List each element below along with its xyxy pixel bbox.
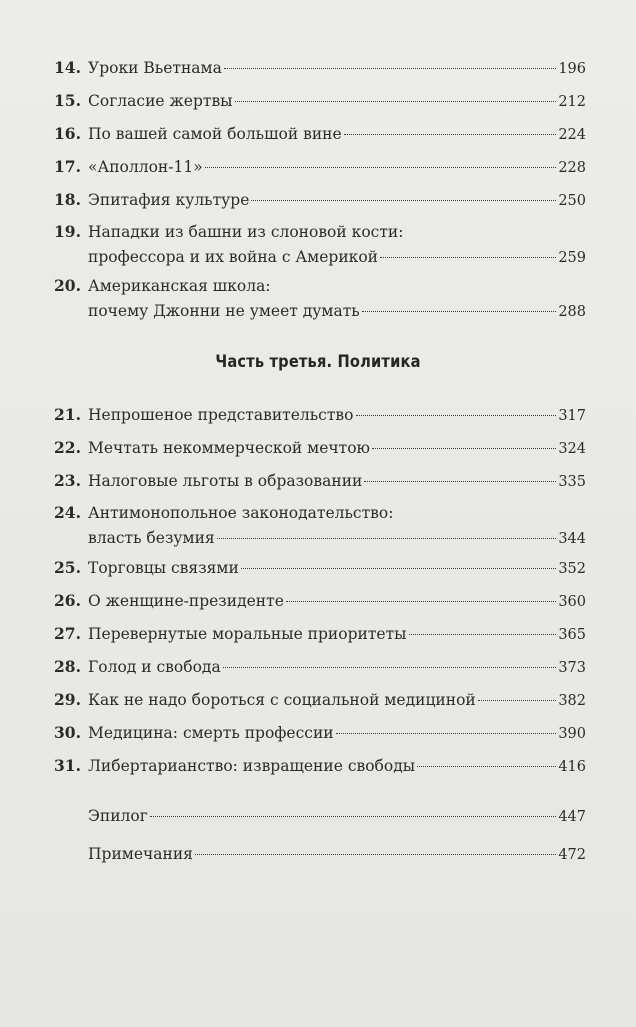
entry-page: 472: [558, 847, 586, 863]
entry-number: 20.: [54, 276, 81, 295]
dot-leader: [205, 167, 557, 168]
toc-entry-20[interactable]: [54, 273, 586, 325]
dot-leader: [356, 415, 557, 416]
entry-title: Согласие жертвы: [88, 92, 233, 110]
toc-entry-16[interactable]: [54, 121, 586, 148]
dot-leader: [336, 733, 557, 734]
entry-page: 317: [558, 408, 586, 424]
dot-leader: [224, 68, 556, 69]
entry-title-continued: власть безумия: [88, 529, 215, 547]
entry-title-continued: почему Джонни не умеет думать: [88, 302, 360, 320]
dot-leader: [195, 854, 556, 855]
toc-entry-14[interactable]: [54, 55, 586, 82]
dot-leader: [364, 481, 556, 482]
entry-number: 28.: [54, 657, 81, 676]
entry-number: 14.: [54, 58, 81, 77]
entry-title: Эпитафия культуре: [88, 191, 250, 209]
toc-entry-23[interactable]: [54, 468, 586, 495]
entry-title: «Аполлон-11»: [88, 158, 203, 176]
entry-number: 15.: [54, 91, 81, 110]
dot-leader: [251, 200, 556, 201]
part-heading: Часть третья. Политика: [215, 352, 421, 372]
entry-page: 365: [558, 627, 586, 643]
dot-leader: [223, 667, 557, 668]
entry-number: 30.: [54, 723, 81, 742]
entry-title: Торговцы связями: [88, 559, 239, 577]
dot-leader: [344, 134, 557, 135]
entry-page: 212: [558, 94, 586, 110]
entry-page: 447: [558, 809, 586, 825]
entry-number: 21.: [54, 405, 81, 424]
entry-number: 31.: [54, 756, 81, 775]
entry-number: 29.: [54, 690, 81, 709]
entry-number: 19.: [54, 222, 81, 241]
entry-page: 373: [558, 660, 586, 676]
entry-page: 360: [558, 594, 586, 610]
entry-page: 196: [558, 61, 586, 77]
entry-title: Примечания: [88, 845, 193, 863]
dot-leader: [150, 816, 556, 817]
toc-entry-31[interactable]: [54, 753, 586, 780]
entry-number: 24.: [54, 503, 81, 522]
entry-title: По вашей самой большой вине: [88, 125, 342, 143]
entry-title: Либертарианство: извращение свободы: [88, 757, 416, 775]
toc-entry-15[interactable]: [54, 88, 586, 115]
entry-title: Голод и свобода: [88, 658, 221, 676]
toc-entry-22[interactable]: [54, 435, 586, 462]
toc-entry-30[interactable]: [54, 720, 586, 747]
toc-entry-19[interactable]: [54, 219, 586, 271]
entry-title: Медицина: смерть профессии: [88, 724, 334, 742]
toc-entry-21[interactable]: [54, 402, 586, 429]
dot-leader: [417, 766, 556, 767]
entry-page: 250: [558, 193, 586, 209]
dot-leader: [362, 311, 557, 312]
dot-leader: [380, 257, 556, 258]
dot-leader: [478, 700, 557, 701]
toc-entry-29[interactable]: [54, 687, 586, 714]
entry-page: 259: [558, 250, 586, 266]
entry-page: 352: [558, 561, 586, 577]
entry-number: 26.: [54, 591, 81, 610]
entry-page: 335: [558, 474, 586, 490]
entry-title: Антимонопольное законодательство:: [88, 504, 394, 522]
toc-entry-18[interactable]: [54, 187, 586, 214]
dot-leader: [235, 101, 557, 102]
toc-entry-notes[interactable]: [54, 842, 586, 868]
entry-page: 224: [558, 127, 586, 143]
toc-entry-25[interactable]: [54, 555, 586, 582]
entry-page: 382: [558, 693, 586, 709]
toc-entry-24[interactable]: [54, 500, 586, 552]
toc-entry-28[interactable]: [54, 654, 586, 681]
entry-page: 228: [558, 160, 586, 176]
entry-title: Американская школа:: [88, 277, 271, 295]
toc-entry-27[interactable]: [54, 621, 586, 648]
entry-title: Непрошеное представительство: [88, 406, 354, 424]
toc-entry-26[interactable]: [54, 588, 586, 615]
entry-title: Уроки Вьетнама: [88, 59, 222, 77]
dot-leader: [217, 538, 557, 539]
dot-leader: [241, 568, 557, 569]
entry-title: Эпилог: [88, 807, 148, 825]
entry-page: 288: [558, 304, 586, 320]
entry-title-continued: профессора и их война с Америкой: [88, 248, 378, 266]
entry-title: Как не надо бороться с социальной медициной: [88, 691, 476, 709]
entry-number: 22.: [54, 438, 81, 457]
dot-leader: [409, 634, 557, 635]
entry-page: 324: [558, 441, 586, 457]
entry-title: О женщине-президенте: [88, 592, 284, 610]
entry-page: 344: [558, 531, 586, 547]
dot-leader: [372, 448, 556, 449]
entry-number: 27.: [54, 624, 81, 643]
entry-number: 25.: [54, 558, 81, 577]
entry-title: Налоговые льготы в образовании: [88, 472, 363, 490]
entry-page: 390: [558, 726, 586, 742]
entry-title: Нападки из башни из слоновой кости:: [88, 223, 404, 241]
entry-number: 18.: [54, 190, 81, 209]
toc-entry-epilogue[interactable]: [54, 804, 586, 830]
entry-title: Мечтать некоммерческой мечтою: [88, 439, 371, 457]
entry-page: 416: [558, 759, 586, 775]
toc-entry-17[interactable]: [54, 154, 586, 181]
entry-number: 17.: [54, 157, 81, 176]
entry-title: Перевернутые моральные приоритеты: [88, 625, 407, 643]
entry-number: 23.: [54, 471, 81, 490]
entry-number: 16.: [54, 124, 81, 143]
dot-leader: [286, 601, 556, 602]
